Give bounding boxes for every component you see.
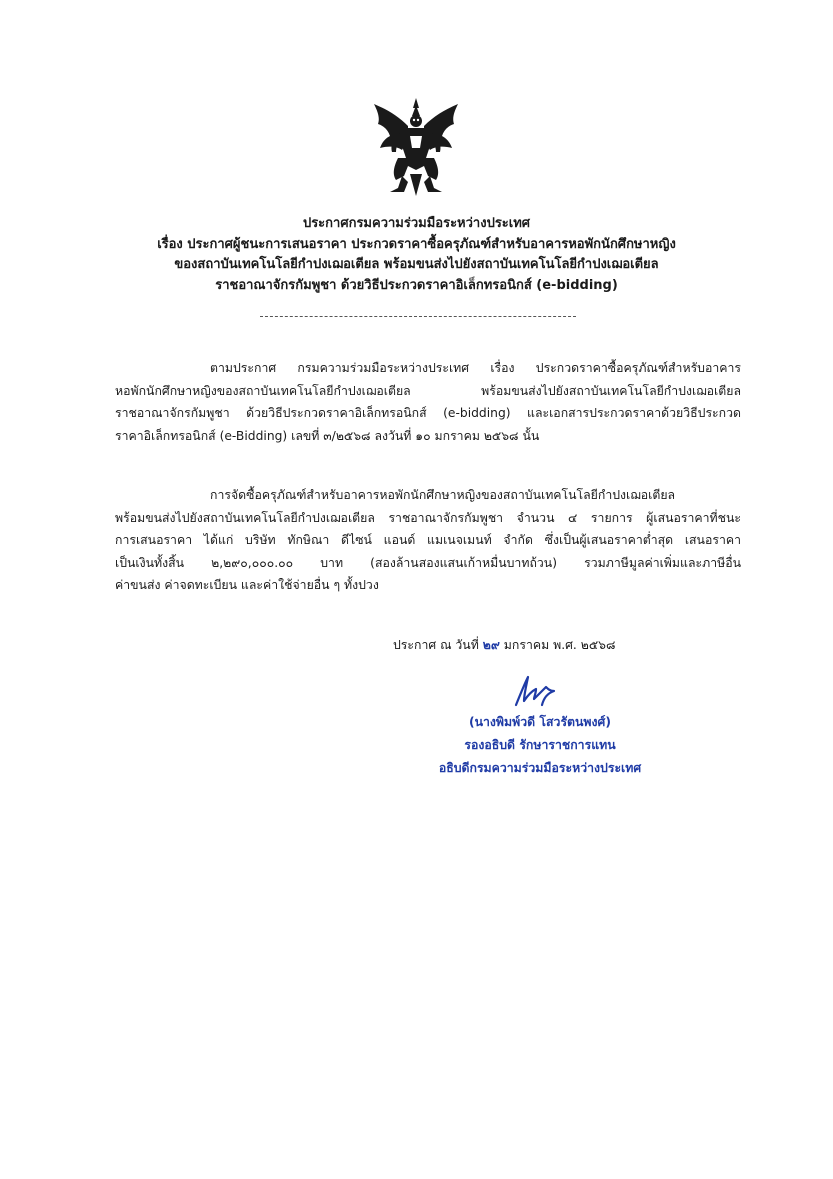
paragraph-line: ราคาอิเล็กทรอนิกส์ (e-Bidding) เลขที่ ๓/๒๕๖๘ ลงวันที่ ๑๐ มกราคม ๒๕๖๘ นั้น (115, 428, 540, 443)
signature-icon (508, 673, 560, 709)
signatory-position: รองอธิบดี รักษาราชการแทน (464, 738, 616, 752)
paragraph-line: เป็นเงินทั้งสิ้น ๒,๒๙๐,๐๐๐.๐๐ บาท (สองล้านสองแสนเก้าหมื่นบาทถ้วน) รวมภาษีมูลค่าเพิ่มและภาษีอื่น (115, 555, 741, 570)
paragraph-line: การเสนอราคา ได้แก่ บริษัท ทักษิณา ดีไซน์ แอนด์ แมเนจเมนท์ จำกัด ซึ่งเป็นผู้เสนอราคาต่ำสุด เสนอราคา (115, 533, 741, 547)
paragraph-line: ราชอาณาจักรกัมพูชา ด้วยวิธีประกวดราคาอิเล็กทรอนิกส์ (e-bidding) และเอกสารประกวดราคาด้วยวิธีประกวด (115, 406, 741, 420)
paragraph-award (115, 484, 741, 597)
paragraph-line: พร้อมขนส่งไปยังสถาบันเทคโนโลยีกำปงเฌอเตียล ราชอาณาจักรกัมพูชา จำนวน ๔ รายการ ผู้เสนอราคาที่ชนะ (115, 510, 741, 525)
paragraph-reference (115, 357, 741, 447)
paragraph-line: หอพักนักศึกษาหญิงของสถาบันเทคโนโลยีกำปงเฌอเตียล พร้อมขนส่งไปยังสถาบันเทคโนโลยีกำปงเฌอเตียล (115, 383, 741, 398)
paragraph-line: การจัดซื้อครุภัณฑ์สำหรับอาคารหอพักนักศึกษาหญิงของสถาบันเทคโนโลยีกำปงเฌอเตียล (210, 488, 676, 502)
header-divider (260, 316, 576, 317)
paragraph-line: ค่าขนส่ง ค่าจดทะเบียน และค่าใช้จ่ายอื่น ๆ ทั้งปวง (115, 578, 379, 592)
signatory-block (395, 711, 685, 780)
header-subject-line-2: ของสถาบันเทคโนโลยีกำปงเฌอเตียล พร้อมขนส่งไปยังสถาบันเทคโนโลยีกำปงเฌอเตียล (174, 257, 659, 272)
announcement-prefix: ประกาศ ณ วันที่ (393, 638, 479, 652)
header-title: ประกาศกรมความร่วมมือระหว่างประเทศ (302, 216, 531, 231)
paragraph-line: ตามประกาศ กรมความร่วมมือระหว่างประเทศ เรื่อง ประกวดราคาซื้อครุภัณฑ์สำหรับอาคาร (210, 361, 741, 375)
announcement-day: ๒๙ (482, 638, 500, 652)
document-header (100, 214, 733, 296)
signatory-department: อธิบดีกรมความร่วมมือระหว่างประเทศ (438, 761, 642, 775)
announcement-date (393, 636, 615, 655)
signatory-name: (นางพิมพ์วดี โสวรัตนพงศ์) (469, 715, 611, 729)
garuda-emblem-icon (368, 96, 464, 198)
header-subject-line-1: เรื่อง ประกาศผู้ชนะการเสนอราคา ประกวดราคาซื้อครุภัณฑ์สำหรับอาคารหอพักนักศึกษาหญิง (157, 236, 676, 252)
header-subject-line-3: ราชอาณาจักรกัมพูชา ด้วยวิธีประกวดราคาอิเล็กทรอนิกส์ (e-bidding) (215, 277, 618, 293)
announcement-suffix: มกราคม พ.ศ. ๒๕๖๘ (503, 638, 616, 652)
